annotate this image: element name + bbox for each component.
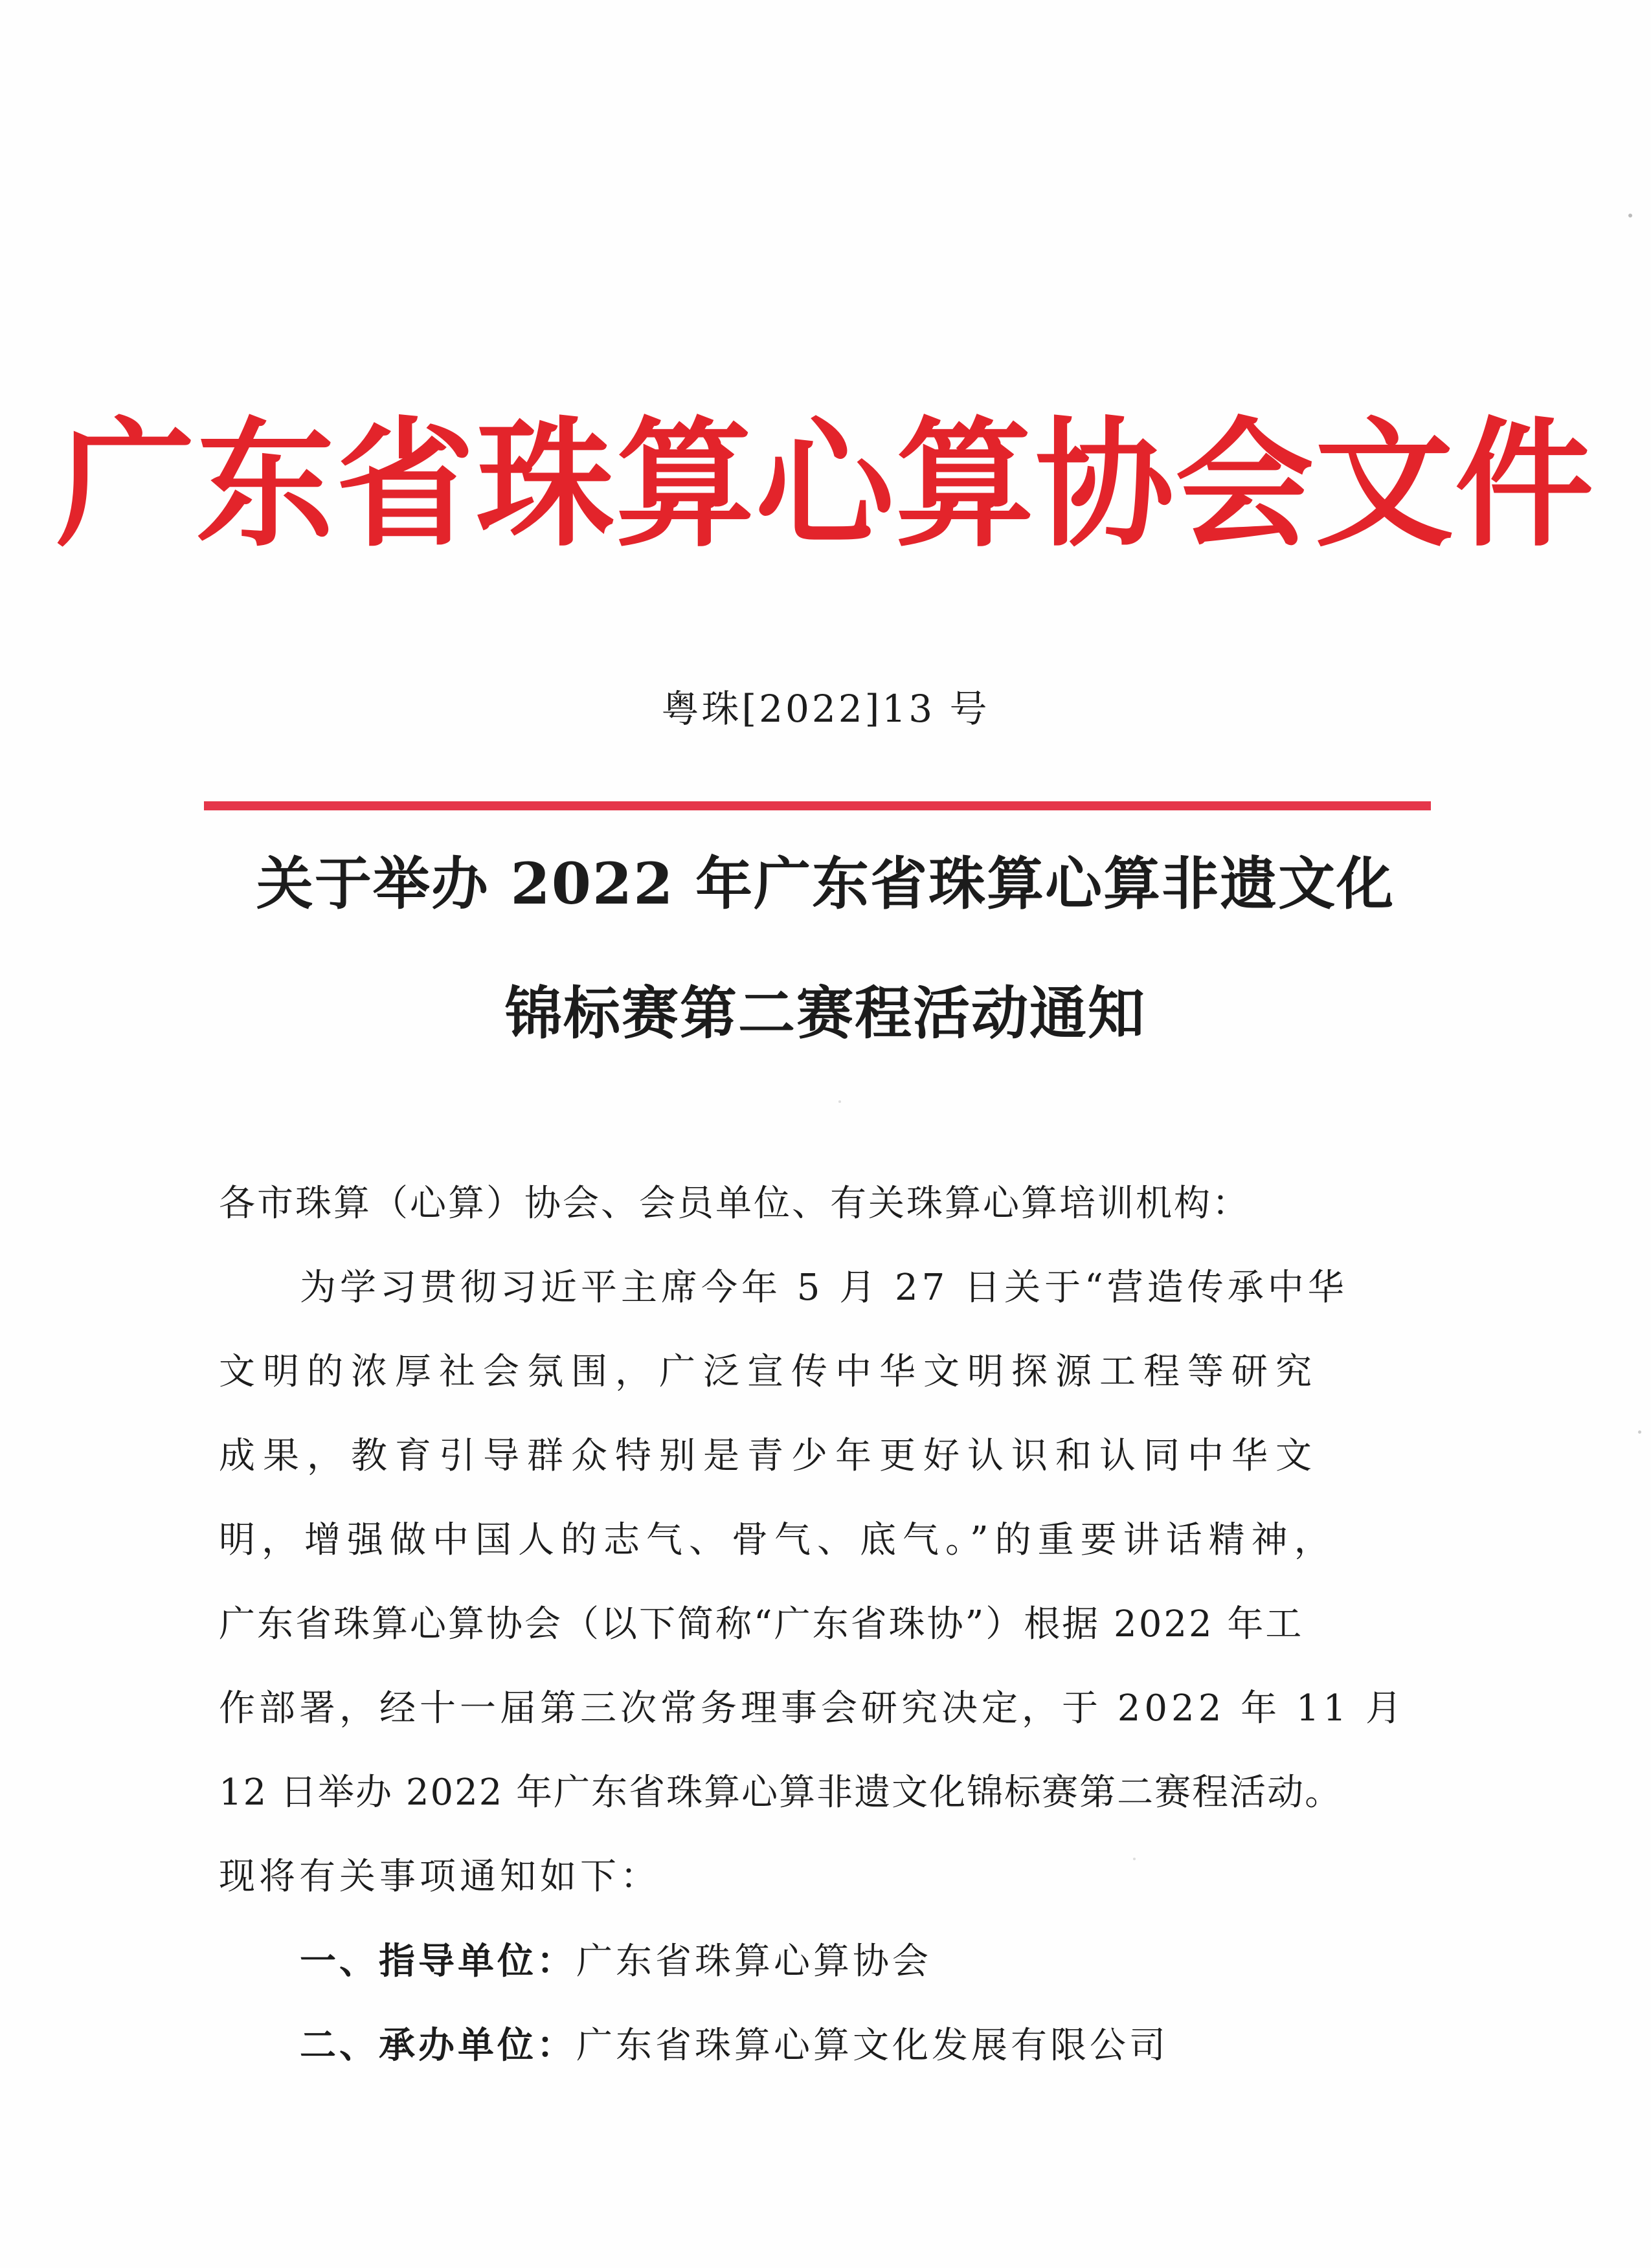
list-item-guiding-unit (300, 1932, 932, 1991)
red-divider-line (204, 801, 1431, 810)
notice-title-line-1: 关于举办 2022 年广东省珠算心算非遗文化 (256, 850, 1395, 917)
body-line: 作部署，经十一届第三次常务理事会研究决定，于 2022 年 11 月 (219, 1687, 1406, 1729)
list-item-organizer (300, 2016, 1169, 2075)
document-number: 粤珠[2022]13 号 (661, 687, 990, 731)
item-label: 一、指导单位： (300, 1940, 576, 1983)
scan-speck (1133, 1858, 1136, 1860)
item-value: 广东省珠算心算协会 (576, 1940, 932, 1983)
notice-title-line-2: 锦标赛第二赛程活动通知 (504, 979, 1146, 1047)
scan-speck (1628, 214, 1632, 217)
body-line: 12 日举办 2022 年广东省珠算心算非遗文化锦标赛第二赛程活动。 (219, 1772, 1343, 1814)
letterhead-title: 广东省珠算心算协会文件 (56, 405, 1595, 566)
body-line: 为学习贯彻习近平主席今年 5 月 27 日关于“营造传承中华 (300, 1267, 1348, 1309)
item-label: 二、承办单位： (300, 2024, 576, 2067)
scan-speck (838, 1100, 841, 1103)
salutation: 各市珠算（心算）协会、会员单位、有关珠算心算培训机构： (219, 1183, 1250, 1225)
body-line: 成果，教育引导群众特别是青少年更好认识和认同中华文 (219, 1435, 1320, 1477)
body-line: 明，增强做中国人的志气、骨气、底气。”的重要讲话精神， (219, 1519, 1337, 1561)
body-line: 现将有关事项通知如下： (219, 1856, 660, 1898)
scan-speck (1638, 1430, 1641, 1434)
item-value: 广东省珠算心算文化发展有限公司 (576, 2025, 1169, 2067)
body-line: 文明的浓厚社会氛围，广泛宣传中华文明探源工程等研究 (219, 1351, 1320, 1393)
body-line: 广东省珠算心算协会（以下简称“广东省珠协”）根据 2022 年工 (219, 1603, 1304, 1645)
